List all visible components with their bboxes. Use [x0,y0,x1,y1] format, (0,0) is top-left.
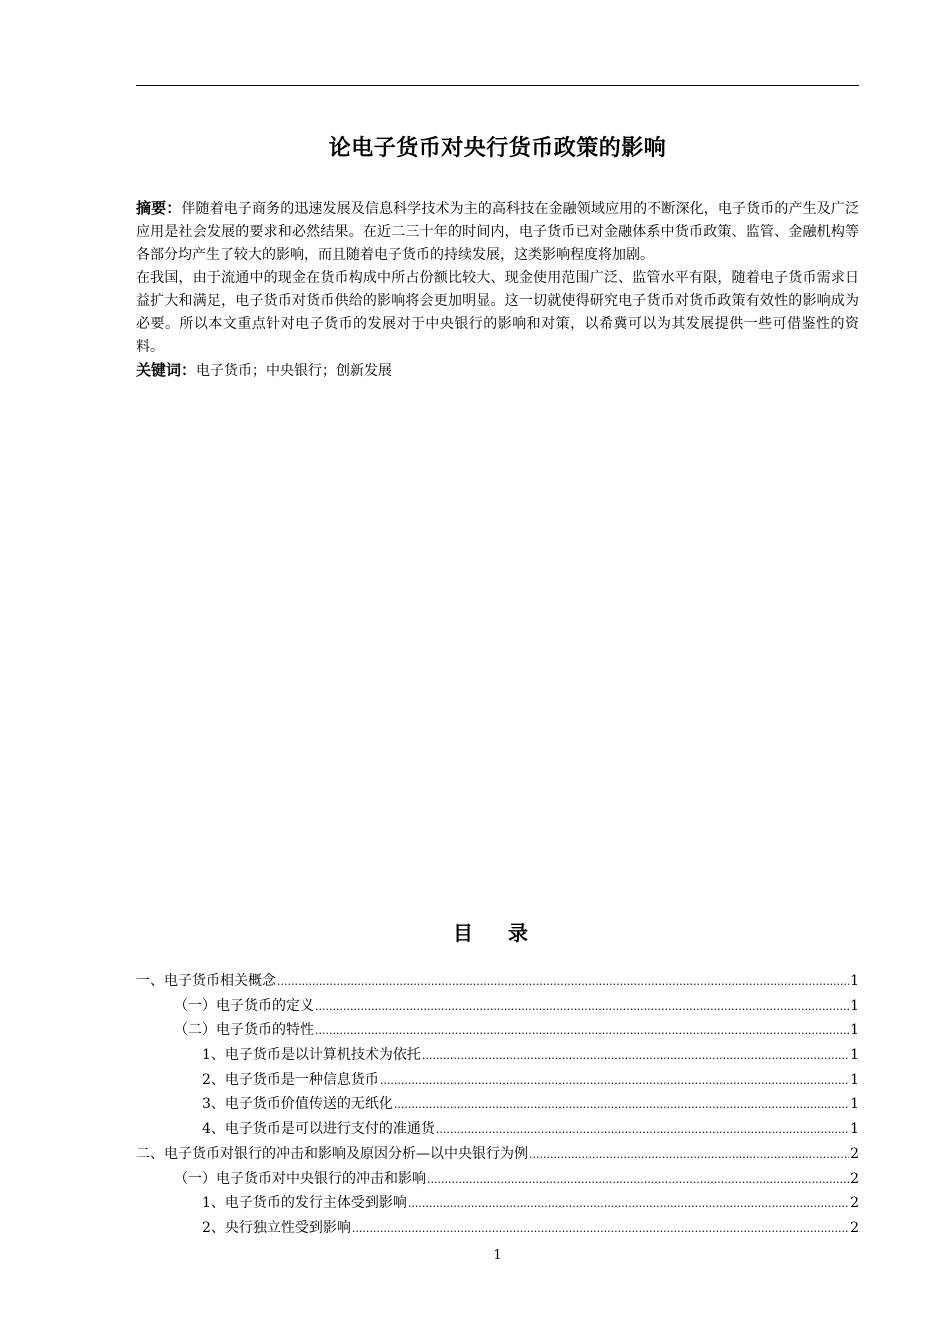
toc-dot-leader [352,1220,849,1236]
toc-title: 目 录 [453,921,542,945]
abstract-label: 摘要： [136,199,182,217]
toc-entry-text: 2、电子货币是一种信息货币 [202,1071,379,1088]
toc-entry-text: 2、央行独立性受到影响 [202,1219,351,1236]
toc-entry-page: 2 [850,1145,859,1162]
toc-entry-text: 1、电子货币的发行主体受到影响 [202,1195,407,1212]
toc-entry[interactable] [136,1217,859,1242]
page-number: 1 [493,1248,502,1263]
toc-entry-page: 1 [850,1096,859,1113]
toc-entry[interactable] [136,1044,859,1069]
header-rule [136,85,859,86]
toc-entry[interactable] [136,970,859,995]
toc-entry[interactable] [136,995,859,1020]
abstract-section [136,197,859,383]
toc-entry-text: （二）电子货币的特性 [174,1022,314,1039]
toc-dot-leader [394,1096,849,1112]
keywords-line [136,359,859,383]
toc-entry[interactable] [136,1192,859,1217]
toc-entry[interactable] [136,1118,859,1143]
abstract-paragraph-1 [136,197,859,267]
keywords-text: 电子货币；中央银行；创新发展 [196,363,393,379]
toc-entry-page: 2 [850,1195,859,1212]
toc-entry-page: 1 [850,1121,859,1138]
toc-entry[interactable] [136,1019,859,1044]
toc-dot-leader [315,998,849,1014]
toc-dot-leader [427,1171,849,1187]
toc-entry-text: 3、电子货币价值传送的无纸化 [202,1096,393,1113]
toc-dot-leader [380,1072,849,1088]
toc-dot-leader [315,1022,849,1038]
toc-entry-page: 1 [850,1047,859,1064]
toc-entry-text: 1、电子货币是以计算机技术为依托 [202,1047,421,1064]
toc-entry-text: 一、电子货币相关概念 [136,973,276,989]
keywords-label: 关键词： [136,361,197,379]
toc-dot-leader [277,973,849,989]
toc-entry[interactable] [136,1168,859,1193]
toc-dot-leader [408,1195,849,1211]
toc-entry-page: 1 [850,973,859,989]
abstract-paragraph-2: 在我国，由于流通中的现金在货币构成中所占份额比较大、现金使用范围广泛、监管水平有限，随着电子货币需求日益扩大和满足，电子货币对货币供给的影响将会更加明显。这一切就使得研究电子货币对货币政策有效性的影响成为必要。所以本文重点针对电子货币的发展对于中央银行的影响和对策，以希冀可以为其发展提供一些可借鉴性的资料。 [136,270,859,355]
toc-entry[interactable] [136,1093,859,1118]
toc-entry[interactable] [136,1143,859,1168]
toc-entry-page: 1 [850,1022,859,1039]
toc-dot-leader [529,1146,849,1162]
toc-entry-text: （一）电子货币对中央银行的冲击和影响 [174,1170,426,1187]
toc-dot-leader [436,1121,849,1137]
toc-entry-page: 2 [850,1170,859,1187]
toc-entry-text: 4、电子货币是可以进行支付的准通货 [202,1121,435,1138]
toc-entry-text: 二、电子货币对银行的冲击和影响及原因分析—以中央银行为例 [136,1145,528,1162]
toc-entry-page: 1 [850,1071,859,1088]
toc-entry-page: 1 [850,997,859,1014]
abstract-text-1: 伴随着电子商务的迅速发展及信息科学技术为主的高科技在金融领域应用的不断深化，电子货币的产生及广泛应用是社会发展的要求和必然结果。在近二三十年的时间内，电子货币已对金融体系中货币政策、监管、金融机构等各部分均产生了较大的影响，而且随着电子货币的持续发展，这类影响程度将加剧。 [136,201,859,263]
toc-entry-text: （一）电子货币的定义 [174,997,314,1014]
document-title: 论电子货币对央行货币政策的影响 [328,136,667,161]
toc-dot-leader [422,1047,849,1063]
table-of-contents [136,970,859,1242]
toc-entry[interactable] [136,1069,859,1094]
toc-entry-page: 2 [850,1219,859,1236]
